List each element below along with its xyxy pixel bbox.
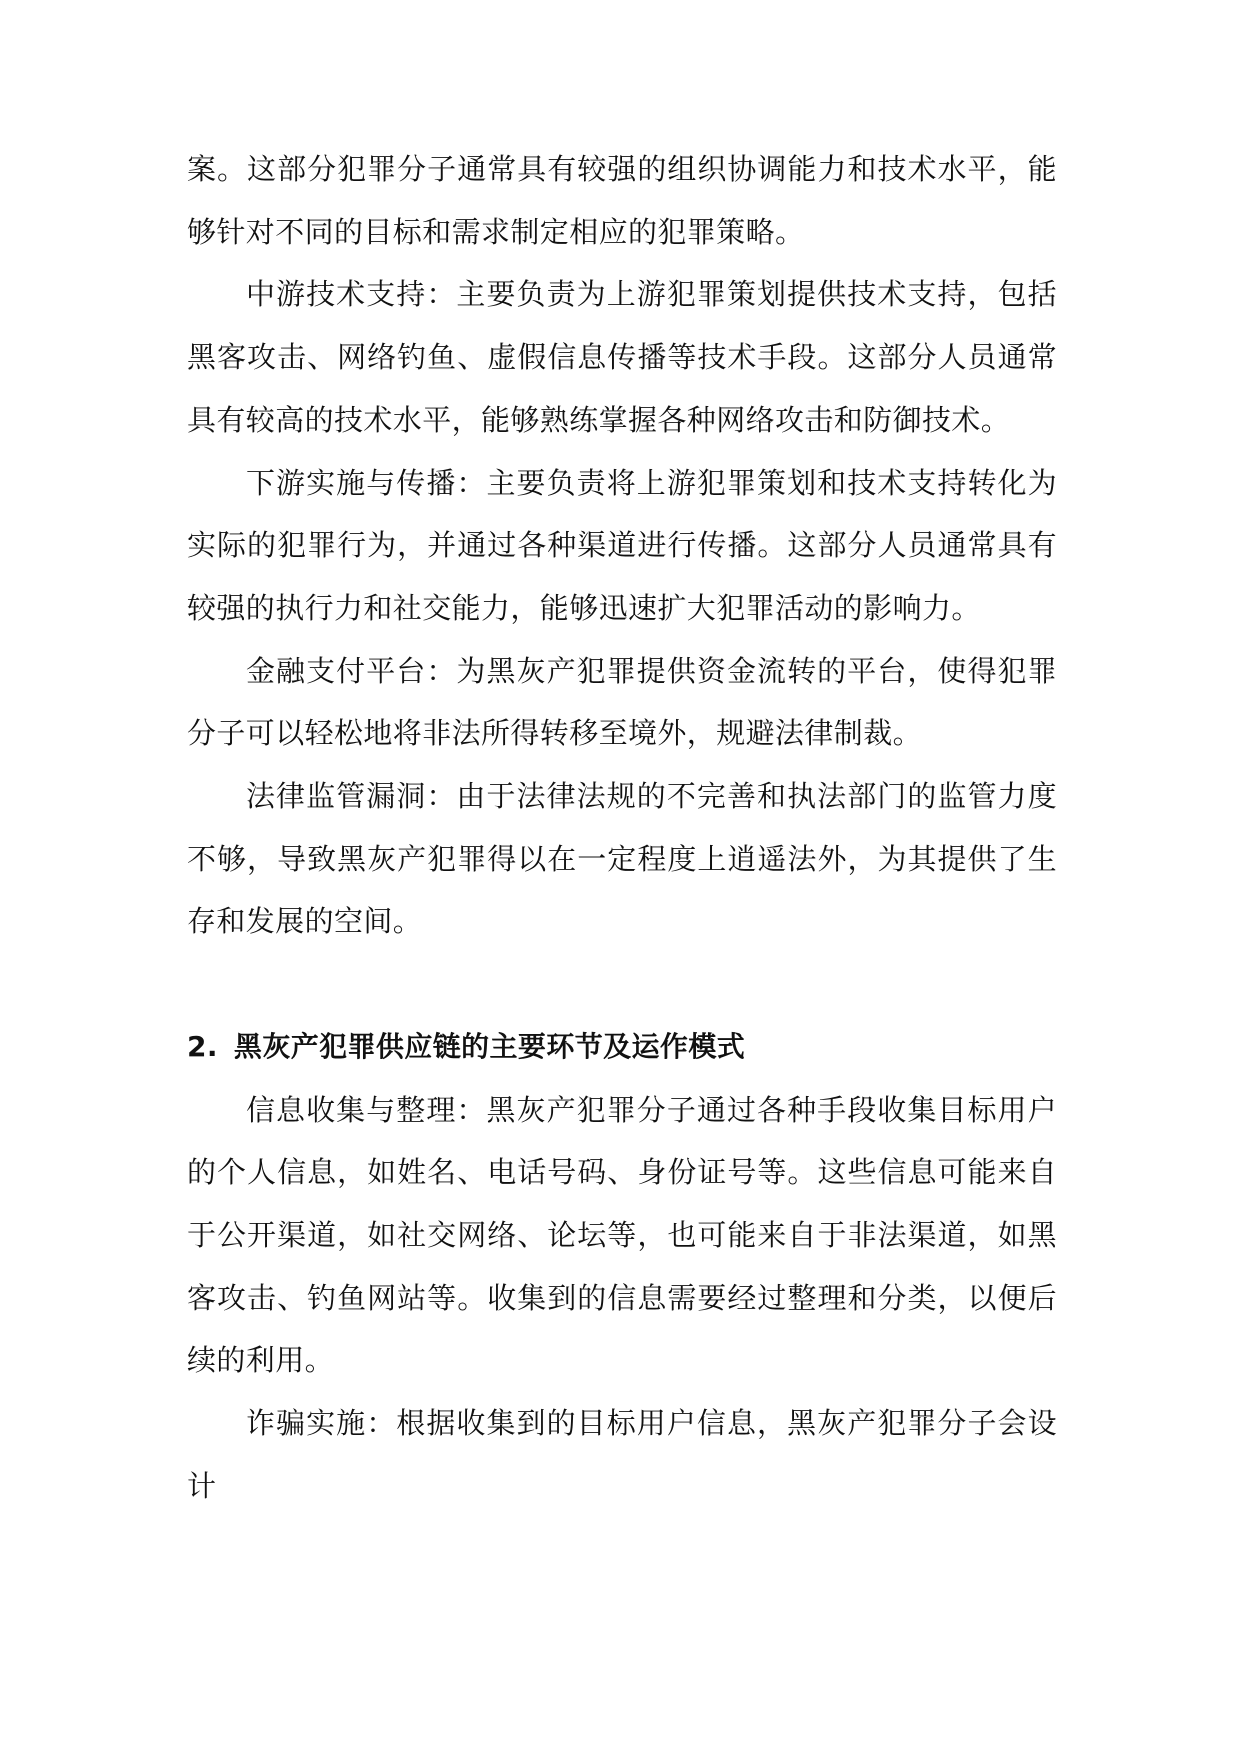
document-body [187,138,1057,1517]
section-heading-title: 黑灰产犯罪供应链的主要环节及运作模式 [233,1029,746,1063]
paragraph-downstream-implementation: 下游实施与传播：主要负责将上游犯罪策划和技术支持转化为实际的犯罪行为，并通过各种渠道进行传播。这部分人员通常具有较强的执行力和社交能力，能够迅速扩大犯罪活动的影响力。 [187,465,1057,625]
paragraph-financial-payment-platform: 金融支付平台：为黑灰产犯罪提供资金流转的平台，使得犯罪分子可以轻松地将非法所得转移至境外，规避法律制裁。 [187,653,1057,751]
paragraph-legal-regulatory-loopholes: 法律监管漏洞：由于法律法规的不完善和执法部门的监管力度不够，导致黑灰产犯罪得以在一定程度上逍遥法外，为其提供了生存和发展的空间。 [187,779,1057,939]
paragraph-information-collection: 信息收集与整理：黑灰产犯罪分子通过各种手段收集目标用户的个人信息，如姓名、电话号码、身份证号等。这些信息可能来自于公开渠道，如社交网络、论坛等，也可能来自于非法渠道，如黑客攻击、钓鱼网站等。收集到的信息需要经过整理和分类，以便后续的利用。 [187,1092,1057,1378]
section-spacer [187,953,1057,1016]
paragraph-fraud-implementation: 诈骗实施：根据收集到的目标用户信息，黑灰产犯罪分子会设计 [187,1406,1057,1503]
paragraph-midstream-tech-support: 中游技术支持：主要负责为上游犯罪策划提供技术支持，包括黑客攻击、网络钓鱼、虚假信息传播等技术手段。这部分人员通常具有较高的技术水平，能够熟练掌握各种网络攻击和防御技术。 [187,277,1057,437]
section-heading-number: 2. [187,1029,218,1063]
section-heading [187,1016,1057,1079]
paragraph-continuation: 案。这部分犯罪分子通常具有较强的组织协调能力和技术水平，能够针对不同的目标和需求制定相应的犯罪策略。 [187,152,1057,249]
